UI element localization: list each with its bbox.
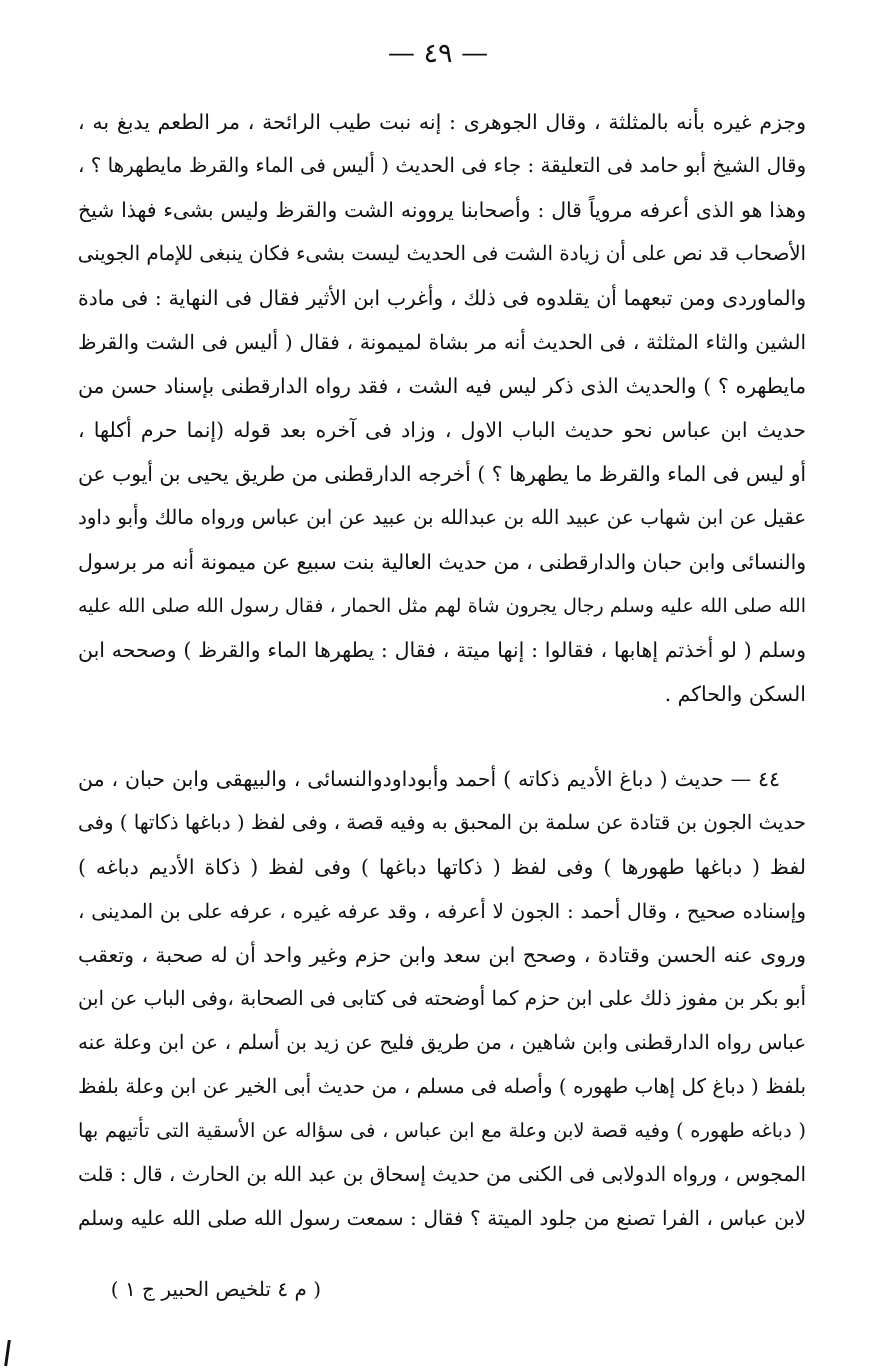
text-line: الشين والثاء المثلثة ، فى الحديث أنه مر بشاة لميمونة ، فقال ( أليس فى الشت والقرظ xyxy=(78,330,806,354)
text-line: لابن عباس ، الفرا تصنع من جلود الميتة ؟ فقال : سمعت رسول الله صلى الله عليه وسلم xyxy=(78,1207,806,1230)
text-line: بلفظ ( دباغ كل إهاب طهوره ) وأصله فى مسلم ، من حديث أبى الخير عن ابن وعلة بلفظ xyxy=(78,1075,806,1098)
text-line: والماوردى ومن تبعهما أن يقلدوه فى ذلك ، وأغرب ابن الأثير فقال فى النهاية : فى مادة xyxy=(78,286,806,310)
page-number: — ٤٩ — xyxy=(387,38,489,69)
text-line: الله صلى الله عليه وسلم رجال يجرون شاة لهم مثل الحمار ، فقال رسول الله صلى الله عليه xyxy=(78,595,806,617)
footnote-signature: ( م ٤ تلخيص الحبير ج ١ ) xyxy=(110,1277,321,1301)
text-line: أو ليس فى الماء والقرظ ما يطهرها ؟ ) أخرجه الدارقطنى من طريق يحيى بن أيوب عن xyxy=(78,462,806,486)
paragraph-2 xyxy=(78,757,806,1241)
hadith-heading-line: ٤٤ — حديث ( دباغ الأديم ذكاته ) أحمد وأبوداودوالنسائى ، والبيهقى وابن حبان ، من xyxy=(78,767,780,791)
text-line: ( دباغه طهوره ) وفيه قصة لابن وعلة مع ابن عباس ، فى سؤاله عن الأسقية التى تأتيهم بها xyxy=(78,1119,806,1142)
text-line: مايطهره ؟ ) والحديث الذى ذكر ليس فيه الشت ، فقد رواه الدارقطنى بإسناد حسن من xyxy=(78,374,806,398)
text-line: وإسناده صحيح ، وقال أحمد : الجون لا أعرفه ، وقد عرفه غيره ، عرفه على بن المدينى ، xyxy=(78,899,806,923)
text-line: وهذا هو الذى أعرفه مروياً قال : وأصحابنا يروونه الشت والقرظ وليس بشىء فهذا شيخ xyxy=(78,198,806,222)
text-line: المجوس ، ورواه الدولابى فى الكنى من حديث إسحاق بن عبد الله بن الحارث ، قال : قلت xyxy=(78,1163,806,1186)
text-line: وسلم ( لو أخذتم إهابها ، فقالوا : إنها ميتة ، فقال : يطهرها الماء والقرظ ) وصححه ابن xyxy=(78,638,806,662)
text-line: الأصحاب قد نص على أن زيادة الشت فى الحديث ليست بشىء فكان ينبغى للإمام الجوينى xyxy=(78,242,806,265)
margin-mark xyxy=(4,1340,11,1366)
text-line: حديث الجون بن قتادة عن سلمة بن المحبق به وفيه قصة ، وفى لفظ ( دباغها ذكاتها ) وفى xyxy=(78,811,806,834)
text-line: والنسائى وابن حبان والدارقطنى ، من حديث العالية بنت سبيع عن ميمونة أنه مر برسول xyxy=(78,550,806,574)
text-line: وقال الشيخ أبو حامد فى التعليقة : جاء فى الحديث ( أليس فى الماء والقرظ مايطهرها ؟ ، xyxy=(78,154,806,177)
text-line: حديث ابن عباس نحو حديث الباب الاول ، وزاد فى آخره بعد قوله (إنما حرم أكلها ، xyxy=(78,418,806,442)
text-line: عقيل عن ابن شهاب عن عبيد الله بن عبدالله بن عبيد عن ابن عباس ورواه مالك وأبو داود xyxy=(78,506,806,529)
text-line: السكن والحاكم . xyxy=(664,682,806,706)
paragraph-1 xyxy=(78,100,806,716)
text-line: وجزم غيره بأنه بالمثلثة ، وقال الجوهرى : إنه نبت طيب الرائحة ، مر الطعم يدبغ به ، xyxy=(78,110,806,134)
text-line: أبو بكر بن مفوز ذلك على ابن حزم كما أوضحته فى كتابى فى الصحابة ،وفى الباب عن ابن xyxy=(78,987,806,1010)
text-line: لفظ ( دباغها طهورها ) وفى لفظ ( ذكاتها دباغها ) وفى لفظ ( ذكاة الأديم دباغه ) xyxy=(78,855,806,879)
text-line: وروى عنه الحسن وقتادة ، وصحح ابن سعد وابن حزم وغير واحد أن له صحبة ، وتعقب xyxy=(78,943,806,967)
text-line: عباس رواه الدارقطنى وابن شاهين ، من طريق فليح عن زيد بن أسلم ، عن ابن وعلة عنه xyxy=(78,1031,806,1054)
